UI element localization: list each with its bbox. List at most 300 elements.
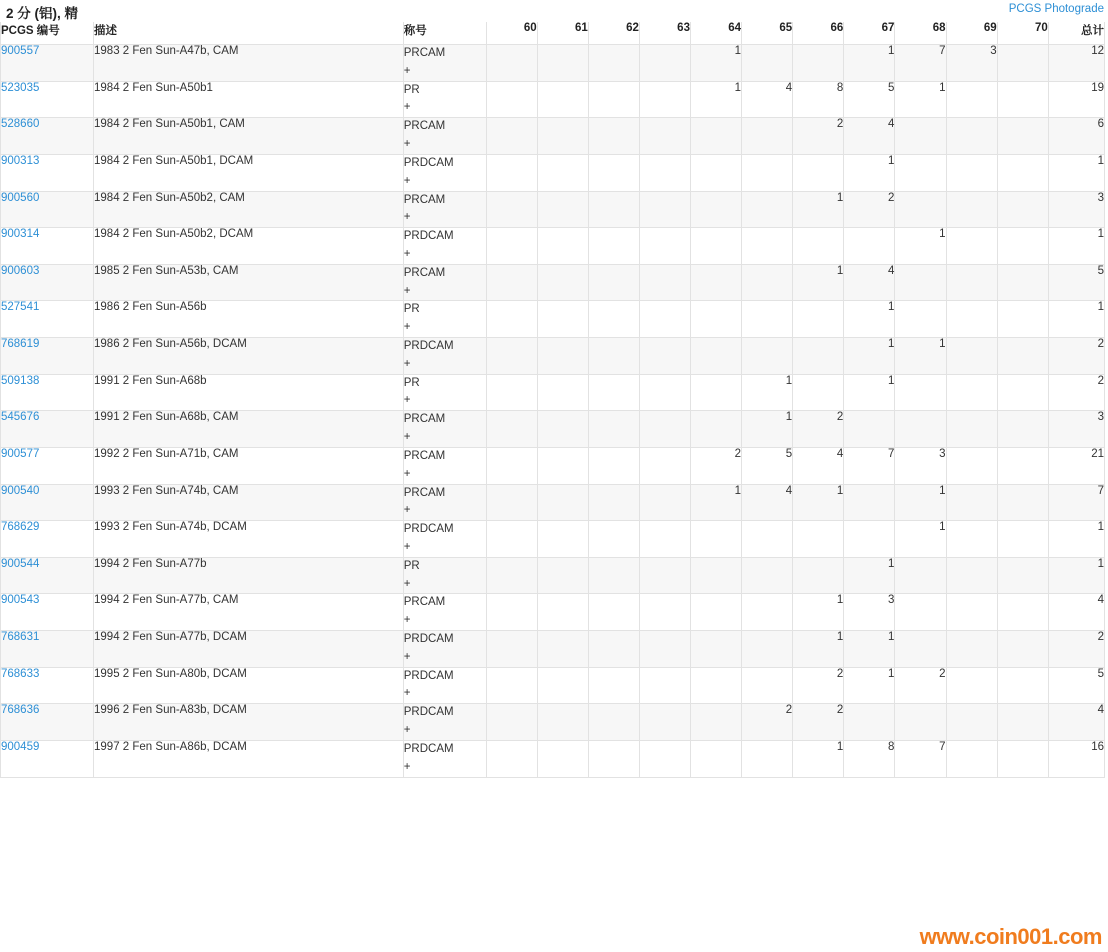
cell-pcgs-number[interactable] <box>1 484 94 521</box>
cell-grade-65 <box>742 631 793 668</box>
pcgs-photograde-link[interactable]: PCGS Photograde <box>1008 3 1104 15</box>
cell-pcgs-number[interactable] <box>1 301 94 338</box>
cell-grade-64 <box>690 228 741 265</box>
cell-grade-65 <box>742 228 793 265</box>
column-header-grade-60: 60 <box>486 22 537 45</box>
cell-grade-67: 2 <box>844 191 895 228</box>
cell-grade-66: 4 <box>793 447 844 484</box>
cell-grade-67: 1 <box>844 631 895 668</box>
cell-grade-66: 8 <box>793 81 844 118</box>
pcgs-number-link[interactable]: 900543 <box>1 594 40 607</box>
cell-total: 6 <box>1048 118 1104 155</box>
cell-grade-68 <box>895 631 946 668</box>
designation-label: PRDCAM <box>403 633 454 645</box>
cell-grade-70 <box>997 521 1048 558</box>
cell-grade-63 <box>639 447 690 484</box>
cell-grade-64: 2 <box>690 447 741 484</box>
cell-grade-70 <box>997 118 1048 155</box>
pcgs-number-link[interactable]: 900314 <box>1 228 40 241</box>
cell-grade-61 <box>537 667 588 704</box>
cell-grade-65: 4 <box>742 484 793 521</box>
cell-designation <box>403 118 486 155</box>
designation-plus: + <box>403 138 411 151</box>
cell-pcgs-number[interactable] <box>1 45 94 82</box>
designation-label: PRCAM <box>403 266 446 279</box>
designation-plus: + <box>403 577 411 590</box>
cell-grade-67: 1 <box>844 338 895 375</box>
cell-grade-61 <box>537 411 588 448</box>
cell-designation <box>403 45 486 82</box>
cell-grade-69 <box>946 484 997 521</box>
cell-description: 1984 2 Fen Sun-A50b2, DCAM <box>94 228 404 265</box>
pcgs-number-link[interactable]: 900544 <box>1 557 40 570</box>
table-row <box>1 740 1105 777</box>
cell-grade-61 <box>537 118 588 155</box>
table-row <box>1 557 1105 594</box>
cell-description: 1986 2 Fen Sun-A56b, DCAM <box>94 338 404 375</box>
cell-grade-64 <box>690 557 741 594</box>
cell-total: 4 <box>1048 704 1104 741</box>
table-row <box>1 447 1105 484</box>
cell-description: 1986 2 Fen Sun-A56b <box>94 301 404 338</box>
cell-total: 7 <box>1048 484 1104 521</box>
cell-grade-60 <box>486 191 537 228</box>
pcgs-number-link[interactable]: 528660 <box>1 118 40 131</box>
cell-grade-68 <box>895 557 946 594</box>
cell-grade-65 <box>742 45 793 82</box>
pcgs-number-link[interactable]: 900560 <box>1 191 40 204</box>
cell-grade-63 <box>639 411 690 448</box>
cell-grade-66: 1 <box>793 740 844 777</box>
cell-grade-68: 7 <box>895 740 946 777</box>
cell-pcgs-number[interactable] <box>1 264 94 301</box>
designation-label: PRCAM <box>403 413 446 426</box>
pcgs-number-link[interactable]: 509138 <box>1 374 40 387</box>
table-row <box>1 411 1105 448</box>
cell-grade-68 <box>895 264 946 301</box>
cell-pcgs-number[interactable] <box>1 447 94 484</box>
pcgs-number-link[interactable]: 768619 <box>1 338 40 350</box>
cell-grade-67: 4 <box>844 264 895 301</box>
cell-grade-64 <box>690 704 741 741</box>
cell-grade-68: 1 <box>895 228 946 265</box>
cell-grade-62 <box>588 557 639 594</box>
designation-label: PRDCAM <box>403 706 454 719</box>
cell-grade-67: 7 <box>844 447 895 484</box>
cell-grade-65 <box>742 118 793 155</box>
cell-grade-61 <box>537 301 588 338</box>
pcgs-number-link[interactable]: 768631 <box>1 631 40 643</box>
cell-grade-69 <box>946 704 997 741</box>
cell-pcgs-number[interactable] <box>1 557 94 594</box>
cell-grade-70 <box>997 631 1048 668</box>
cell-grade-65 <box>742 740 793 777</box>
cell-pcgs-number[interactable] <box>1 228 94 265</box>
cell-grade-65: 2 <box>742 704 793 741</box>
cell-grade-62 <box>588 631 639 668</box>
designation-plus: + <box>403 101 411 114</box>
cell-grade-64 <box>690 631 741 668</box>
cell-description: 1984 2 Fen Sun-A50b1, CAM <box>94 118 404 155</box>
cell-total: 2 <box>1048 338 1104 375</box>
cell-grade-62 <box>588 154 639 191</box>
cell-grade-70 <box>997 557 1048 594</box>
cell-grade-66 <box>793 228 844 265</box>
cell-grade-63 <box>639 594 690 631</box>
designation-label: PRDCAM <box>403 669 454 682</box>
cell-grade-64 <box>690 301 741 338</box>
cell-grade-63 <box>639 484 690 521</box>
cell-total: 1 <box>1048 301 1104 338</box>
cell-description: 1996 2 Fen Sun-A83b, DCAM <box>94 704 404 741</box>
cell-grade-67: 1 <box>844 557 895 594</box>
cell-grade-61 <box>537 45 588 82</box>
cell-grade-64 <box>690 521 741 558</box>
cell-pcgs-number[interactable] <box>1 631 94 668</box>
cell-grade-70 <box>997 264 1048 301</box>
cell-grade-65 <box>742 594 793 631</box>
cell-grade-65 <box>742 667 793 704</box>
cell-grade-60 <box>486 374 537 411</box>
cell-grade-65 <box>742 521 793 558</box>
cell-grade-60 <box>486 301 537 338</box>
cell-grade-70 <box>997 740 1048 777</box>
cell-pcgs-number[interactable] <box>1 704 94 741</box>
cell-total: 21 <box>1048 447 1104 484</box>
pcgs-number-link[interactable]: 523035 <box>1 81 40 94</box>
cell-description: 1991 2 Fen Sun-A68b, CAM <box>94 411 404 448</box>
cell-grade-69 <box>946 118 997 155</box>
cell-total: 1 <box>1048 557 1104 594</box>
pcgs-number-link[interactable]: 900313 <box>1 154 40 167</box>
cell-grade-62 <box>588 301 639 338</box>
cell-grade-62 <box>588 411 639 448</box>
cell-designation <box>403 447 486 484</box>
column-header-cert: PCGS 编号 <box>1 22 94 45</box>
designation-label: PRCAM <box>403 449 446 462</box>
cell-grade-62 <box>588 484 639 521</box>
cell-grade-68: 1 <box>895 338 946 375</box>
cell-grade-62 <box>588 374 639 411</box>
designation-label: PRCAM <box>403 120 446 133</box>
column-header-grade-65: 65 <box>742 22 793 45</box>
cell-grade-67: 5 <box>844 81 895 118</box>
cell-designation <box>403 521 486 558</box>
designation-plus: + <box>403 394 411 407</box>
cell-grade-62 <box>588 667 639 704</box>
cell-grade-66: 1 <box>793 594 844 631</box>
cell-grade-66: 1 <box>793 484 844 521</box>
cell-pcgs-number[interactable] <box>1 521 94 558</box>
cell-grade-61 <box>537 704 588 741</box>
cell-grade-60 <box>486 484 537 521</box>
cell-pcgs-number[interactable] <box>1 154 94 191</box>
cell-grade-61 <box>537 191 588 228</box>
cell-grade-65 <box>742 264 793 301</box>
cell-grade-64: 1 <box>690 81 741 118</box>
cell-description: 1983 2 Fen Sun-A47b, CAM <box>94 45 404 82</box>
cell-description: 1994 2 Fen Sun-A77b, CAM <box>94 594 404 631</box>
cell-grade-63 <box>639 667 690 704</box>
table-row <box>1 228 1105 265</box>
cell-designation <box>403 484 486 521</box>
cell-description: 1993 2 Fen Sun-A74b, CAM <box>94 484 404 521</box>
cell-pcgs-number[interactable] <box>1 338 94 375</box>
cell-grade-69 <box>946 557 997 594</box>
cell-description: 1994 2 Fen Sun-A77b <box>94 557 404 594</box>
cell-description: 1984 2 Fen Sun-A50b1 <box>94 81 404 118</box>
designation-plus: + <box>403 650 411 663</box>
designation-plus: + <box>403 211 411 224</box>
cell-designation <box>403 338 486 375</box>
table-row <box>1 118 1105 155</box>
cell-grade-61 <box>537 81 588 118</box>
cell-grade-66 <box>793 521 844 558</box>
cell-grade-63 <box>639 154 690 191</box>
cell-grade-69 <box>946 228 997 265</box>
cell-pcgs-number[interactable] <box>1 191 94 228</box>
cell-designation <box>403 631 486 668</box>
cell-grade-65: 5 <box>742 447 793 484</box>
cell-grade-63 <box>639 191 690 228</box>
cell-grade-67 <box>844 411 895 448</box>
cell-grade-65: 1 <box>742 411 793 448</box>
designation-label: PRCAM <box>403 596 446 609</box>
table-row <box>1 338 1105 375</box>
cell-grade-67: 1 <box>844 667 895 704</box>
cell-grade-61 <box>537 264 588 301</box>
cell-grade-69 <box>946 81 997 118</box>
cell-grade-63 <box>639 118 690 155</box>
designation-plus: + <box>403 504 411 517</box>
page-title: 2 分 (铝), 精 <box>6 6 79 21</box>
column-header-grade-67: 67 <box>844 22 895 45</box>
cell-grade-68 <box>895 704 946 741</box>
cell-description: 1994 2 Fen Sun-A77b, DCAM <box>94 631 404 668</box>
cell-grade-70 <box>997 45 1048 82</box>
cell-pcgs-number[interactable] <box>1 740 94 777</box>
column-header-designation: 称号 <box>403 22 486 45</box>
cell-grade-65 <box>742 191 793 228</box>
table-header-row <box>1 22 1105 45</box>
table-row <box>1 484 1105 521</box>
cell-grade-68: 7 <box>895 45 946 82</box>
cell-grade-61 <box>537 447 588 484</box>
designation-plus: + <box>403 687 411 700</box>
cell-pcgs-number[interactable] <box>1 667 94 704</box>
cell-grade-64 <box>690 338 741 375</box>
cell-grade-68 <box>895 191 946 228</box>
cell-grade-66: 2 <box>793 667 844 704</box>
column-header-grade-70: 70 <box>997 22 1048 45</box>
cell-designation <box>403 740 486 777</box>
cell-grade-68 <box>895 374 946 411</box>
designation-plus: + <box>403 284 411 297</box>
cell-grade-69 <box>946 740 997 777</box>
cell-grade-66 <box>793 45 844 82</box>
cell-grade-70 <box>997 594 1048 631</box>
cell-grade-60 <box>486 447 537 484</box>
cell-designation <box>403 228 486 265</box>
cell-description: 1985 2 Fen Sun-A53b, CAM <box>94 264 404 301</box>
cell-total: 2 <box>1048 631 1104 668</box>
cell-grade-69 <box>946 411 997 448</box>
cell-grade-63 <box>639 228 690 265</box>
cell-grade-67: 1 <box>844 374 895 411</box>
cell-grade-68: 2 <box>895 667 946 704</box>
designation-plus: + <box>403 431 411 444</box>
cell-grade-64 <box>690 191 741 228</box>
table-row <box>1 667 1105 704</box>
cell-total: 19 <box>1048 81 1104 118</box>
cell-grade-66: 1 <box>793 631 844 668</box>
cell-total: 1 <box>1048 521 1104 558</box>
designation-label: PRDCAM <box>403 230 454 243</box>
cell-grade-61 <box>537 154 588 191</box>
cell-pcgs-number[interactable] <box>1 594 94 631</box>
table-row <box>1 521 1105 558</box>
cell-designation <box>403 191 486 228</box>
cell-grade-60 <box>486 740 537 777</box>
cell-grade-61 <box>537 338 588 375</box>
cell-grade-60 <box>486 411 537 448</box>
pcgs-number-link[interactable]: 900557 <box>1 45 40 57</box>
cell-designation <box>403 594 486 631</box>
cell-grade-68 <box>895 594 946 631</box>
cell-grade-66 <box>793 301 844 338</box>
cell-grade-67: 8 <box>844 740 895 777</box>
cell-grade-62 <box>588 228 639 265</box>
cell-designation <box>403 81 486 118</box>
cell-designation <box>403 411 486 448</box>
cell-grade-70 <box>997 191 1048 228</box>
cell-grade-66 <box>793 557 844 594</box>
cell-grade-69 <box>946 447 997 484</box>
cell-grade-60 <box>486 228 537 265</box>
cell-grade-62 <box>588 81 639 118</box>
cell-grade-60 <box>486 154 537 191</box>
pcgs-number-link[interactable]: 527541 <box>1 301 40 314</box>
designation-label: PR <box>403 376 420 389</box>
cell-grade-69 <box>946 154 997 191</box>
cell-grade-62 <box>588 594 639 631</box>
table-body <box>1 45 1105 778</box>
designation-plus: + <box>403 760 411 773</box>
cell-grade-66: 2 <box>793 118 844 155</box>
cell-grade-63 <box>639 338 690 375</box>
cell-grade-63 <box>639 704 690 741</box>
column-header-description: 描述 <box>94 22 404 45</box>
cell-grade-60 <box>486 667 537 704</box>
column-header-grade-63: 63 <box>639 22 690 45</box>
cell-grade-66: 2 <box>793 411 844 448</box>
designation-plus: + <box>403 357 411 370</box>
cell-description: 1997 2 Fen Sun-A86b, DCAM <box>94 740 404 777</box>
cell-grade-69 <box>946 374 997 411</box>
cell-grade-63 <box>639 81 690 118</box>
cell-grade-63 <box>639 264 690 301</box>
designation-label: PR <box>403 303 420 316</box>
cell-grade-66: 2 <box>793 704 844 741</box>
cell-grade-69 <box>946 594 997 631</box>
pcgs-number-link[interactable]: 900603 <box>1 264 40 277</box>
cell-grade-61 <box>537 631 588 668</box>
cell-grade-62 <box>588 118 639 155</box>
cell-pcgs-number[interactable] <box>1 374 94 411</box>
cell-grade-64 <box>690 667 741 704</box>
cell-designation <box>403 704 486 741</box>
cell-pcgs-number[interactable] <box>1 411 94 448</box>
cell-total: 3 <box>1048 411 1104 448</box>
cell-grade-60 <box>486 521 537 558</box>
cell-grade-65 <box>742 557 793 594</box>
cell-grade-65: 1 <box>742 374 793 411</box>
cell-grade-68 <box>895 411 946 448</box>
cell-grade-60 <box>486 704 537 741</box>
cell-grade-65 <box>742 338 793 375</box>
column-header-grade-66: 66 <box>793 22 844 45</box>
cell-total: 5 <box>1048 667 1104 704</box>
cell-grade-69 <box>946 301 997 338</box>
cell-grade-69 <box>946 521 997 558</box>
table-row <box>1 704 1105 741</box>
cell-grade-67: 1 <box>844 301 895 338</box>
cell-description: 1995 2 Fen Sun-A80b, DCAM <box>94 667 404 704</box>
pcgs-number-link[interactable]: 768629 <box>1 521 40 534</box>
table-row <box>1 301 1105 338</box>
designation-label: PRCAM <box>403 47 446 59</box>
pcgs-number-link[interactable]: 900540 <box>1 484 40 497</box>
cell-total: 1 <box>1048 154 1104 191</box>
cell-description: 1991 2 Fen Sun-A68b <box>94 374 404 411</box>
cell-grade-62 <box>588 191 639 228</box>
designation-label: PRDCAM <box>403 742 454 755</box>
cell-grade-65 <box>742 301 793 338</box>
cell-grade-66: 1 <box>793 264 844 301</box>
cell-grade-63 <box>639 374 690 411</box>
cell-pcgs-number[interactable] <box>1 81 94 118</box>
pcgs-number-link[interactable]: 900577 <box>1 447 40 460</box>
designation-plus: + <box>403 540 411 553</box>
cell-grade-61 <box>537 557 588 594</box>
cell-grade-62 <box>588 447 639 484</box>
cell-pcgs-number[interactable] <box>1 118 94 155</box>
cell-designation <box>403 667 486 704</box>
cell-grade-67: 1 <box>844 154 895 191</box>
pcgs-number-link[interactable]: 900459 <box>1 740 40 753</box>
cell-designation <box>403 264 486 301</box>
table-row <box>1 81 1105 118</box>
cell-grade-68: 3 <box>895 447 946 484</box>
cell-grade-64: 1 <box>690 45 741 82</box>
cell-designation <box>403 557 486 594</box>
cell-grade-70 <box>997 667 1048 704</box>
cell-grade-62 <box>588 338 639 375</box>
cell-grade-63 <box>639 631 690 668</box>
pcgs-number-link[interactable]: 545676 <box>1 411 40 424</box>
table-row <box>1 45 1105 82</box>
column-header-total: 总计 <box>1048 22 1104 45</box>
cell-total: 1 <box>1048 228 1104 265</box>
cell-grade-61 <box>537 521 588 558</box>
pcgs-number-link[interactable]: 768633 <box>1 667 40 680</box>
designation-label: PRDCAM <box>403 340 454 352</box>
designation-plus: + <box>403 724 411 737</box>
pcgs-number-link[interactable]: 768636 <box>1 704 40 717</box>
cell-grade-64: 1 <box>690 484 741 521</box>
cell-total: 3 <box>1048 191 1104 228</box>
cell-grade-61 <box>537 740 588 777</box>
